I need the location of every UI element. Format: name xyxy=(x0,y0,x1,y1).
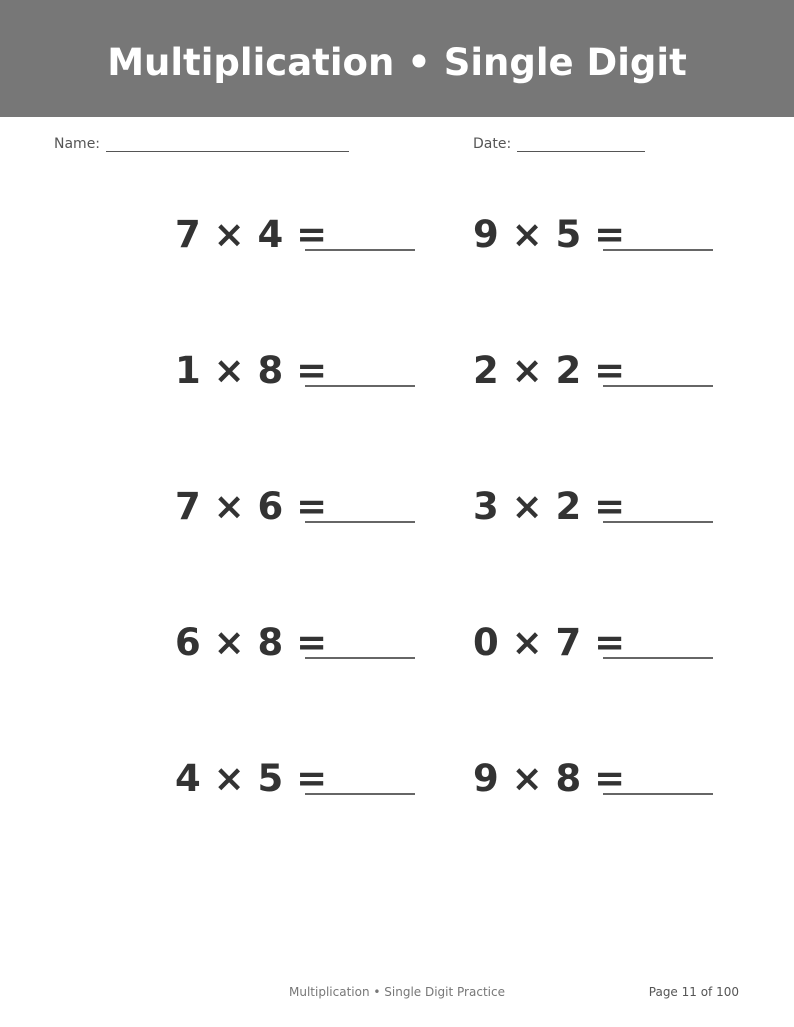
answer-blank-line xyxy=(305,249,415,251)
problem-10 xyxy=(473,756,733,806)
problem-expression: 7 × 6 = xyxy=(175,485,328,528)
name-field xyxy=(54,134,354,154)
problem-expression: 1 × 8 = xyxy=(175,349,328,392)
name-blank-line xyxy=(106,151,349,152)
worksheet-title: Multiplication • Single Digit xyxy=(107,41,687,84)
problem-6 xyxy=(473,484,733,534)
problem-expression: 3 × 2 = xyxy=(473,485,626,528)
problem-expression: 0 × 7 = xyxy=(473,621,626,664)
date-field xyxy=(473,134,653,154)
problem-5 xyxy=(175,484,435,534)
page-number: Page 11 of 100 xyxy=(648,985,739,999)
answer-blank-line xyxy=(603,521,713,523)
problem-expression: 6 × 8 = xyxy=(175,621,328,664)
problem-4 xyxy=(473,348,733,398)
problem-7 xyxy=(175,620,435,670)
name-label: Name: xyxy=(54,136,101,152)
problem-expression: 7 × 4 = xyxy=(175,213,328,256)
problem-expression: 9 × 8 = xyxy=(473,757,626,800)
answer-blank-line xyxy=(603,249,713,251)
answer-blank-line xyxy=(305,521,415,523)
problem-1 xyxy=(175,212,435,262)
worksheet-header xyxy=(0,0,794,117)
answer-blank-line xyxy=(305,657,415,659)
problem-3 xyxy=(175,348,435,398)
date-blank-line xyxy=(517,151,645,152)
answer-blank-line xyxy=(305,385,415,387)
problem-9 xyxy=(175,756,435,806)
answer-blank-line xyxy=(603,385,713,387)
answer-blank-line xyxy=(603,657,713,659)
problem-8 xyxy=(473,620,733,670)
problem-expression: 2 × 2 = xyxy=(473,349,626,392)
problem-expression: 9 × 5 = xyxy=(473,213,626,256)
date-label: Date: xyxy=(473,136,512,152)
problem-expression: 4 × 5 = xyxy=(175,757,328,800)
answer-blank-line xyxy=(305,793,415,795)
problem-2 xyxy=(473,212,733,262)
footer-subtitle: Multiplication • Single Digit Practice xyxy=(289,985,505,999)
answer-blank-line xyxy=(603,793,713,795)
